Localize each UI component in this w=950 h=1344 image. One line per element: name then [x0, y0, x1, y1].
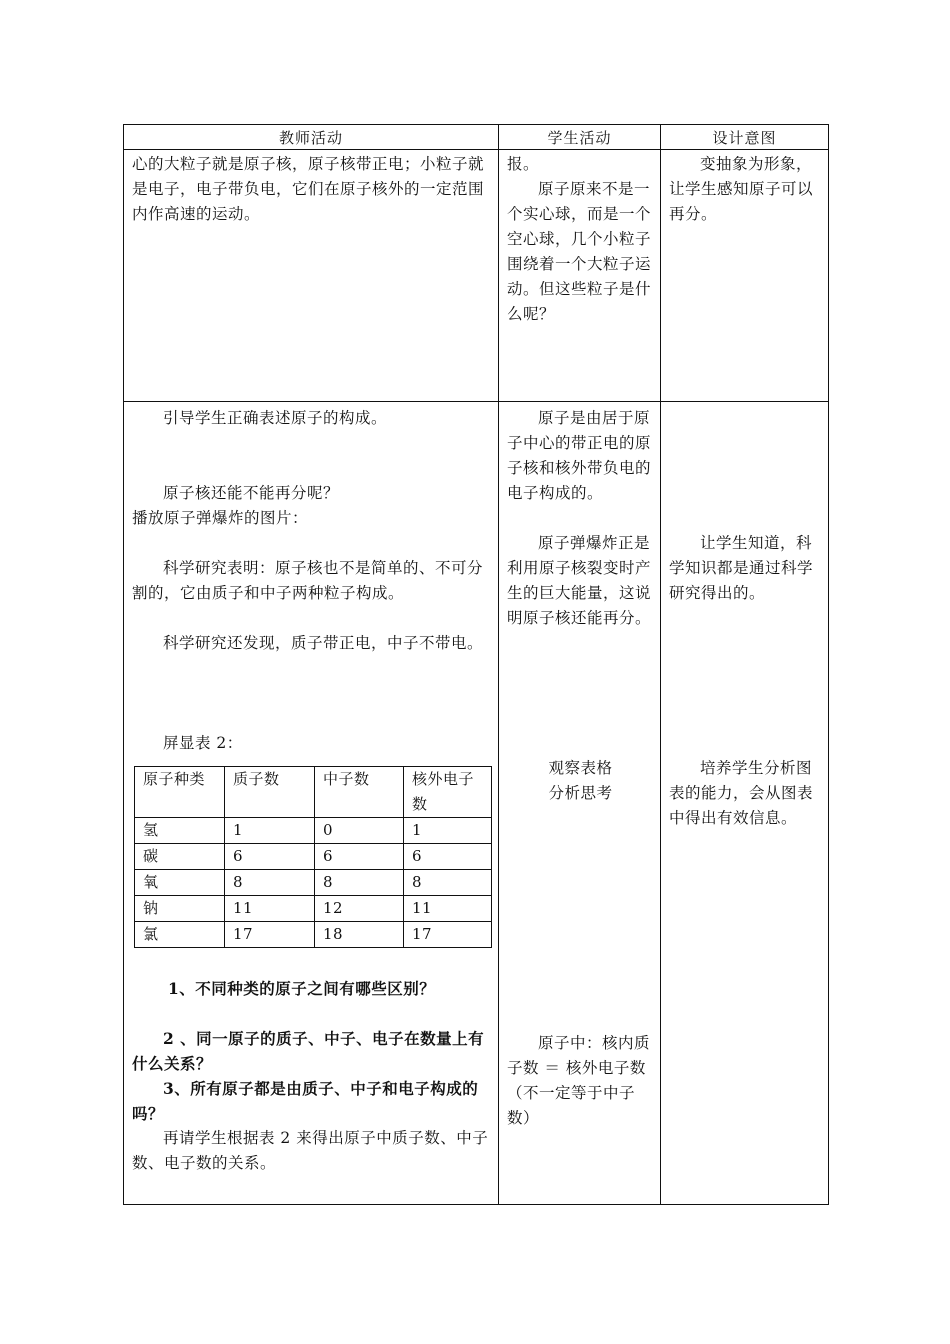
question-1: 1、不同种类的原子之间有哪些区别？ [168, 979, 436, 998]
atom-table-row [135, 922, 492, 948]
teacher-text: 心的大粒子就是原子核，原子核带正电；小粒子就是电子，电子带负电，它们在原子核外的一定范围内作高速的运动。 [132, 155, 485, 223]
atom-cell: 氯 [135, 922, 225, 948]
atom-cell: 11 [225, 896, 315, 922]
atom-table-header-row [135, 767, 492, 818]
atom-table-header: 中子数 [315, 767, 404, 818]
atom-cell: 6 [404, 844, 492, 870]
atom-cell: 6 [225, 844, 315, 870]
design-cell [661, 150, 829, 402]
teacher-cell [124, 402, 499, 1205]
atom-table-header: 核外电子数 [404, 767, 492, 818]
teacher-text: 科学研究还发现，质子带正电，中子不带电。 [163, 634, 484, 652]
design-text: 培养学生分析图表的能力，会从图表中得出有效信息。 [669, 759, 814, 827]
student-cell [499, 402, 661, 1205]
teacher-text: 再请学生根据表 2 来得出原子中质子数、中子数、电子数的关系。 [132, 1129, 489, 1172]
design-text: 变抽象为形象，让学生感知原子可以再分。 [669, 155, 814, 223]
atom-cell: 8 [225, 870, 315, 896]
atom-cell: 1 [404, 818, 492, 844]
lesson-plan-table [123, 124, 829, 1205]
atom-table-row [135, 896, 492, 922]
atom-cell: 氢 [135, 818, 225, 844]
atom-cell: 氧 [135, 870, 225, 896]
student-cell [499, 150, 661, 402]
student-text: 原子原来不是一个实心球，而是一个空心球，几个小粒子围绕着一个大粒子运动。但这些粒子是什么呢？ [507, 180, 652, 323]
atom-cell: 11 [404, 896, 492, 922]
table-row [124, 150, 829, 402]
teacher-text: 播放原子弹爆炸的图片： [132, 509, 309, 527]
student-text: 原子是由居于原子中心的带正电的原子核和核外带负电的电子构成的。 [507, 409, 652, 502]
atom-cell: 18 [315, 922, 404, 948]
atom-table-row [135, 844, 492, 870]
student-text: 分析思考 [548, 784, 613, 802]
student-text: 报。 [507, 155, 540, 173]
design-text: 让学生知道，科学知识都是通过科学研究得出的。 [669, 534, 814, 602]
teacher-cell [124, 150, 499, 402]
atom-cell: 钠 [135, 896, 225, 922]
student-text: 原子弹爆炸正是利用原子核裂变时产生的巨大能量，这说明原子核还能再分。 [507, 534, 652, 627]
atom-cell: 碳 [135, 844, 225, 870]
header-row [124, 125, 829, 150]
atom-data-table [134, 766, 492, 948]
teacher-text: 引导学生正确表述原子的构成。 [163, 409, 388, 427]
atom-table-row [135, 818, 492, 844]
atom-cell: 17 [404, 922, 492, 948]
atom-cell: 1 [225, 818, 315, 844]
header-design: 设计意图 [661, 125, 829, 150]
design-cell [661, 402, 829, 1205]
teacher-text: 屏显表 2： [163, 734, 243, 752]
student-text: 观察表格 [548, 759, 613, 777]
atom-cell: 17 [225, 922, 315, 948]
table-row [124, 402, 829, 1205]
atom-table-row [135, 870, 492, 896]
atom-table-header: 原子种类 [135, 767, 225, 818]
question-2: 2 、同一原子的质子、中子、电子在数量上有什么关系？ [132, 1029, 485, 1073]
student-text: 原子中：核内质子数 ＝ 核外电子数（不一定等于中子数） [507, 1034, 651, 1127]
atom-cell: 8 [404, 870, 492, 896]
header-student: 学生活动 [499, 125, 661, 150]
atom-cell: 12 [315, 896, 404, 922]
atom-cell: 0 [315, 818, 404, 844]
header-teacher: 教师活动 [124, 125, 499, 150]
question-3: 3、所有原子都是由质子、中子和电子构成的吗？ [132, 1079, 479, 1123]
atom-table-header: 质子数 [225, 767, 315, 818]
atom-cell: 8 [315, 870, 404, 896]
teacher-text: 原子核还能不能再分呢？ [163, 484, 340, 502]
teacher-text: 科学研究表明：原子核也不是简单的、不可分割的，它由质子和中子两种粒子构成。 [132, 559, 484, 602]
atom-cell: 6 [315, 844, 404, 870]
